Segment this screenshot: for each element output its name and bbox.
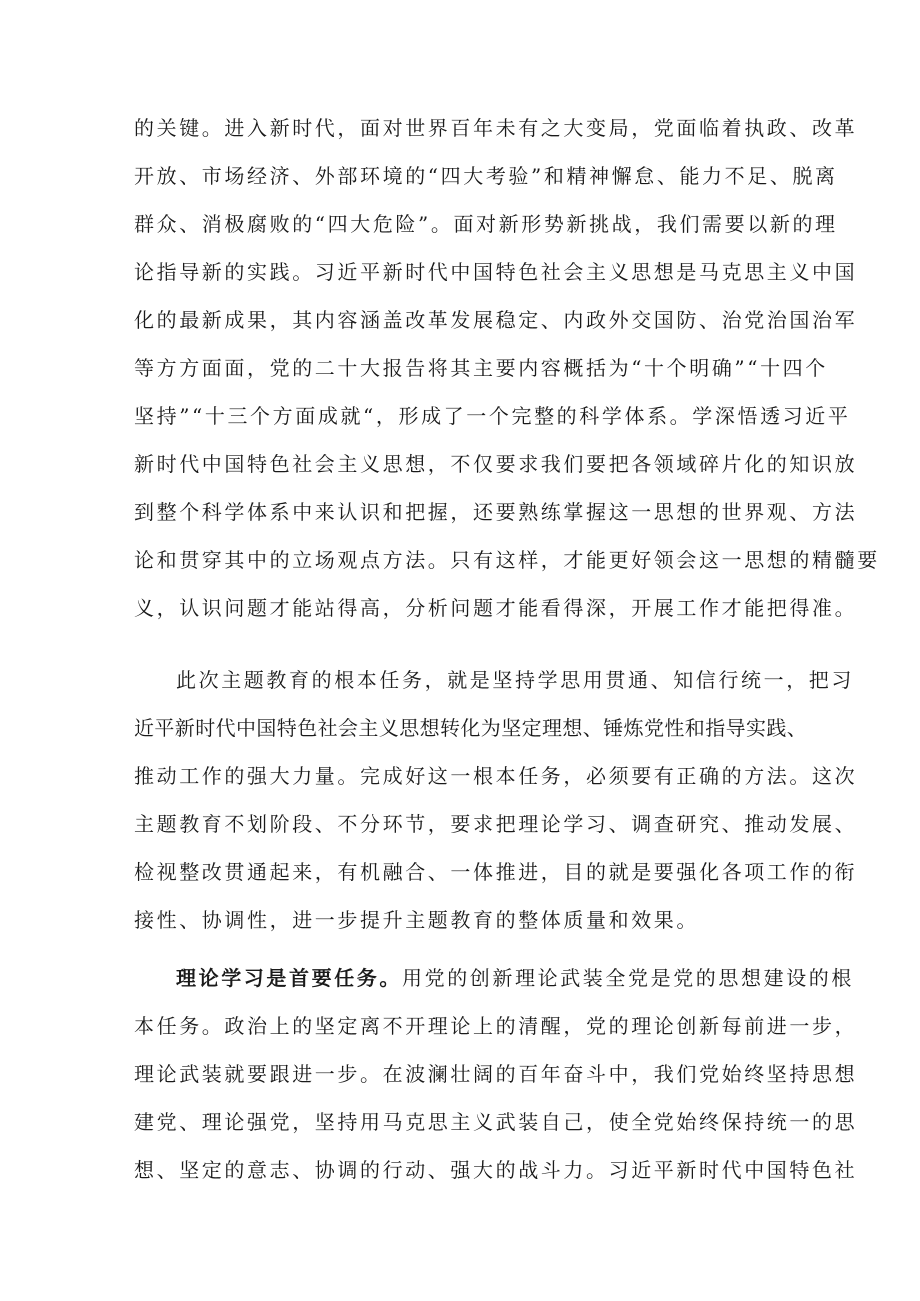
paragraph-2-line-5: 检视整改贯通起来，有机融合、一体推进，目的就是要强化各项工作的衔: [134, 860, 858, 884]
paragraph-1-line-8: 新时代中国特色社会主义思想，不仅要求我们要把各领域碎片化的知识放: [134, 452, 858, 476]
paragraph-2-line-3: 推动工作的强大力量。完成好这一根本任务，必须要有正确的方法。这次: [134, 764, 858, 788]
paragraph-3-first-line-text: 用党的创新理论武装全党是党的思想建设的根: [402, 966, 854, 990]
paragraph-1-line-11: 义，认识问题才能站得高，分析问题才能看得深，开展工作才能把得准。: [134, 596, 858, 620]
paragraph-1-line-7: 坚持”“十三个方面成就“，形成了一个完整的科学体系。学深悟透习近平: [134, 404, 851, 428]
paragraph-1-line-2: 开放、市场经济、外部环境的“四大考验”和精神懈怠、能力不足、脱离: [134, 164, 838, 188]
paragraph-2-line-2: 近平新时代中国特色社会主义思想转化为坚定理想、锤炼党性和指导实践、: [134, 716, 808, 740]
paragraph-1-line-5: 化的最新成果，其内容涵盖改革发展稳定、内政外交国防、治党治国治军: [134, 308, 858, 332]
paragraph-1-line-1: 的关键。进入新时代，面对世界百年未有之大变局，党面临着执政、改革: [134, 116, 858, 140]
paragraph-3-line-2: 本任务。政治上的坚定离不开理论上的清醒，党的理论创新每前进一步，: [134, 1014, 858, 1038]
paragraph-3-line-3: 理论武装就要跟进一步。在波澜壮阔的百年奋斗中，我们党始终坚持思想: [134, 1062, 858, 1086]
paragraph-3-line-5: 想、坚定的意志、协调的行动、强大的战斗力。习近平新时代中国特色社: [134, 1158, 858, 1182]
paragraph-3-line-1: [176, 956, 854, 1000]
paragraph-1-line-6: 等方方面面，党的二十大报告将其主要内容概括为“十个明确”“十四个: [134, 356, 828, 380]
paragraph-2-line-4: 主题教育不划阶段、不分环节，要求把理论学习、调查研究、推动发展、: [134, 812, 858, 836]
paragraph-1-line-9: 到整个科学体系中来认识和把握，还要熟练掌握这一思想的世界观、方法: [134, 500, 858, 524]
paragraph-2-line-1: 此次主题教育的根本任务，就是坚持学思用贯通、知信行统一，把习: [176, 668, 854, 692]
paragraph-1-line-3: 群众、消极腐败的“四大危险”。面对新形势新挑战，我们需要以新的理: [134, 212, 838, 236]
paragraph-3-line-4: 建党、理论强党，坚持用马克思主义武装自己，使全党始终保持统一的思: [134, 1110, 858, 1134]
paragraph-1-line-4: 论指导新的实践。习近平新时代中国特色社会主义思想是马克思主义中国: [134, 260, 858, 284]
paragraph-1-line-10: 论和贯穿其中的立场观点方法。只有这样，才能更好领会这一思想的精髓要: [134, 548, 880, 572]
paragraph-3-heading: 理论学习是首要任务。: [176, 966, 402, 990]
paragraph-2-line-6: 接性、协调性，进一步提升主题教育的整体质量和效果。: [134, 908, 699, 932]
